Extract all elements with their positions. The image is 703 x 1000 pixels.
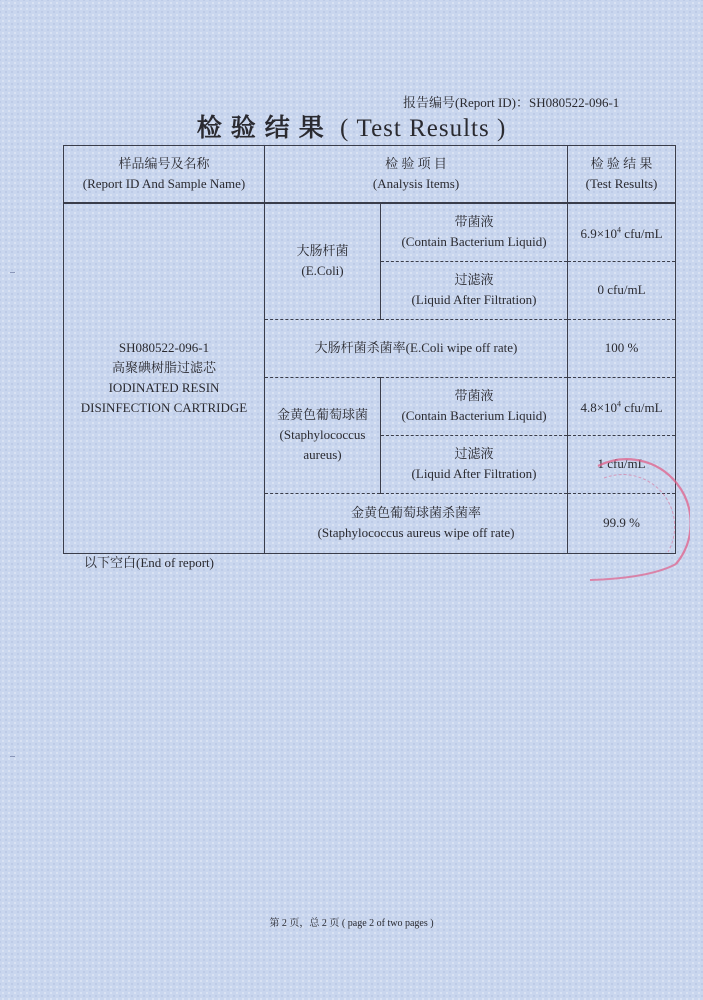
margin-mark [10, 272, 15, 273]
ecoli-sub2-result [568, 261, 676, 319]
ecoli-name-cell [265, 203, 381, 319]
staph-wipe-cell [265, 493, 568, 553]
sample-cell [64, 203, 265, 553]
header-items [265, 146, 568, 204]
staph-sub2-cn: 过滤液 [454, 446, 494, 461]
ecoli-sub2-result-value: 0 cfu/mL [597, 282, 646, 297]
end-of-report-note: 以下空白(End of report) [84, 555, 214, 570]
ecoli-sub1-en: (Contain Bacterium Liquid) [401, 234, 547, 250]
staph-wipe-result [568, 493, 676, 553]
ecoli-name-en: (E.Coli) [301, 263, 344, 279]
margin-mark [10, 756, 15, 757]
staph-wipe-en: (Staphylococcus aureus wipe off rate) [317, 525, 515, 540]
header-sample-cn: 样品编号及名称 [118, 156, 210, 171]
table-row [64, 203, 676, 261]
header-result-en: (Test Results) [585, 176, 658, 191]
ecoli-sub2-cell [381, 261, 568, 319]
staph-sub1-result [568, 377, 676, 435]
staph-sub1-exp: 4 [617, 399, 622, 409]
sample-id: SH080522-096-1 [118, 340, 210, 356]
staph-name-en-1: (Staphylococcus [279, 427, 366, 442]
sample-name-en-2: DISINFECTION CARTRIDGE [80, 400, 248, 416]
staph-sub2-en: (Liquid After Filtration) [411, 466, 537, 481]
header-result-cn: 检 验 结 果 [590, 156, 653, 171]
staph-wipe-result-value: 99.9 % [603, 515, 640, 530]
ecoli-sub2-en: (Liquid After Filtration) [411, 292, 537, 307]
title-en: ( Test Results ) [339, 115, 507, 142]
staph-sub1-en: (Contain Bacterium Liquid) [401, 408, 547, 423]
ecoli-wipe-cell [265, 319, 568, 377]
staph-name-cn: 金黄色葡萄球菌 [276, 407, 368, 422]
header-items-cn: 检 验 项 目 [385, 156, 447, 171]
staph-sub1-cell [381, 377, 568, 435]
title-cn: 检验结果 [196, 115, 333, 142]
staph-name-cell [265, 377, 381, 493]
ecoli-sub1-cn: 带菌液 [454, 214, 494, 230]
ecoli-sub1-mantissa: 6.9×10 [580, 225, 618, 241]
staph-sub1-cn: 带菌液 [454, 388, 494, 403]
staph-sub1-mantissa: 4.8×10 [580, 399, 618, 415]
ecoli-sub2-cn: 过滤液 [454, 272, 494, 287]
table-header-row [64, 146, 676, 204]
ecoli-sub1-exp: 4 [617, 225, 622, 235]
staph-sub2-cell [381, 435, 568, 493]
page-title [0, 108, 703, 144]
results-table [63, 145, 676, 554]
header-result [568, 146, 676, 204]
staph-sub2-result-value: 1 cfu/mL [597, 456, 646, 471]
header-sample-en: (Report ID And Sample Name) [82, 176, 246, 191]
sample-name-en-1: IODINATED RESIN [108, 380, 220, 396]
header-items-en: (Analysis Items) [372, 176, 460, 191]
sample-name-cn: 高聚碘树脂过滤芯 [111, 360, 216, 376]
ecoli-sub1-cell [381, 203, 568, 261]
ecoli-wipe-label: 大肠杆菌杀菌率(E.Coli wipe off rate) [314, 340, 518, 355]
ecoli-wipe-result [568, 319, 676, 377]
staph-name-en-2: aureus) [303, 447, 342, 462]
header-sample [64, 146, 265, 204]
staph-sub2-result [568, 435, 676, 493]
report-id-line: 报告编号(Report ID)：SH080522-096-1 [403, 95, 620, 110]
ecoli-sub1-result [568, 203, 676, 261]
staph-sub1-unit: cfu/mL [621, 399, 663, 415]
ecoli-name-cn: 大肠杆菌 [296, 243, 349, 259]
ecoli-wipe-result-value: 100 % [604, 340, 639, 355]
ecoli-sub1-unit: cfu/mL [621, 225, 663, 241]
page-footer: 第 2 页，总 2 页 ( page 2 of two pages ) [269, 918, 434, 929]
staph-wipe-cn: 金黄色葡萄球菌杀菌率 [351, 505, 482, 520]
